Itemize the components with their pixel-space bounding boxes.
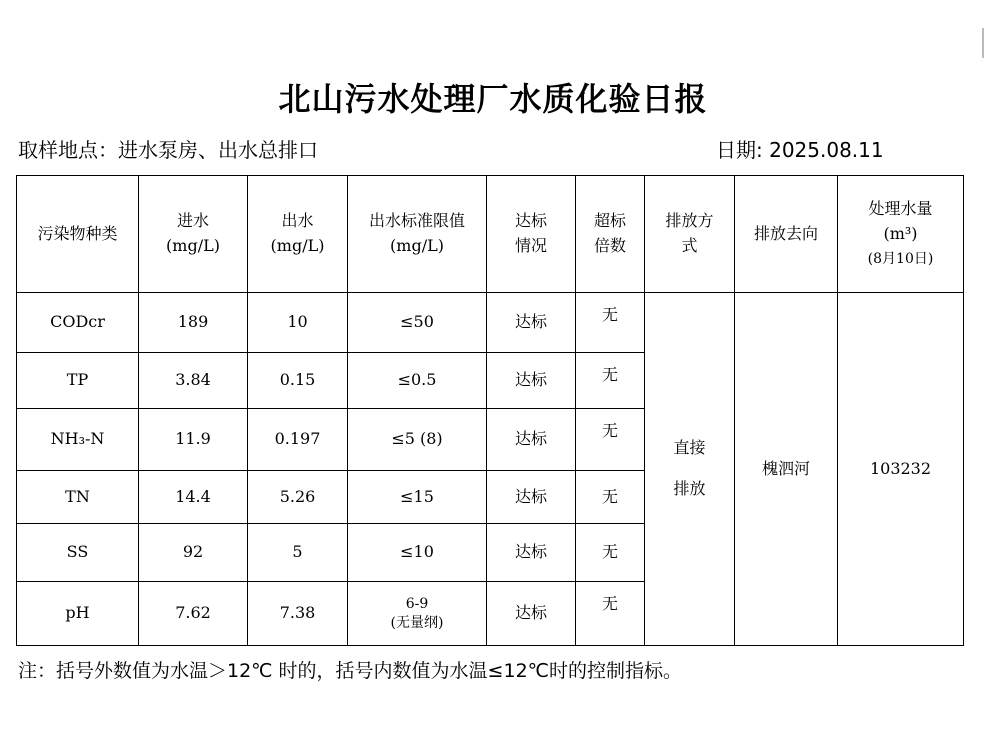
header-effluent: 出水 (mg/L) [248, 176, 348, 293]
header-limit: 出水标准限值 (mg/L) [348, 176, 487, 293]
exceed-value: 无 [576, 409, 645, 471]
effluent-value: 5 [248, 524, 348, 582]
influent-value: 189 [139, 293, 248, 353]
header-exceed: 超标 倍数 [576, 176, 645, 293]
limit-value: ≤50 [348, 293, 487, 353]
influent-value: 7.62 [139, 582, 248, 646]
limit-value: ≤0.5 [348, 353, 487, 409]
influent-value: 11.9 [139, 409, 248, 471]
pollutant-name: SS [17, 524, 139, 582]
influent-value: 92 [139, 524, 248, 582]
compliance-value: 达标 [487, 582, 576, 646]
exceed-value: 无 [576, 524, 645, 582]
pollutant-name: pH [17, 582, 139, 646]
footnote: 注：括号外数值为水温＞12℃ 时的，括号内数值为水温≤12℃时的控制指标。 [18, 660, 682, 682]
header-discharge-destination: 排放去向 [735, 176, 838, 293]
compliance-value: 达标 [487, 471, 576, 524]
sampling-location: 取样地点：进水泵房、出水总排口 [18, 138, 318, 162]
influent-value: 14.4 [139, 471, 248, 524]
discharge-destination: 槐泗河 [735, 293, 838, 646]
pollutant-name: NH₃-N [17, 409, 139, 471]
water-quality-table [16, 175, 964, 646]
treated-volume: 103232 [838, 293, 964, 646]
header-influent: 进水 (mg/L) [139, 176, 248, 293]
limit-value: ≤10 [348, 524, 487, 582]
exceed-value: 无 [576, 353, 645, 409]
page-corner-mark [982, 28, 984, 58]
header-discharge-method: 排放方 式 [645, 176, 735, 293]
pollutant-name: CODcr [17, 293, 139, 353]
header-compliance: 达标 情况 [487, 176, 576, 293]
compliance-value: 达标 [487, 409, 576, 471]
compliance-value: 达标 [487, 353, 576, 409]
effluent-value: 5.26 [248, 471, 348, 524]
pollutant-name: TP [17, 353, 139, 409]
effluent-value: 7.38 [248, 582, 348, 646]
limit-value: 6-9 (无量纲) [348, 582, 487, 646]
effluent-value: 0.15 [248, 353, 348, 409]
exceed-value: 无 [576, 293, 645, 353]
exceed-value: 无 [576, 582, 645, 646]
limit-value: ≤15 [348, 471, 487, 524]
report-title: 北山污水处理厂水质化验日报 [278, 80, 708, 118]
compliance-value: 达标 [487, 524, 576, 582]
table-header-row [17, 176, 964, 293]
limit-value: ≤5 (8) [348, 409, 487, 471]
influent-value: 3.84 [139, 353, 248, 409]
discharge-method: 直接 排放 [645, 293, 735, 646]
header-volume: 处理水量 (m³) (8月10日) [838, 176, 964, 293]
report-date: 日期: 2025.08.11 [716, 138, 884, 162]
compliance-value: 达标 [487, 293, 576, 353]
effluent-value: 0.197 [248, 409, 348, 471]
table-row [17, 293, 964, 353]
exceed-value: 无 [576, 471, 645, 524]
effluent-value: 10 [248, 293, 348, 353]
header-pollutant: 污染物种类 [17, 176, 139, 293]
pollutant-name: TN [17, 471, 139, 524]
